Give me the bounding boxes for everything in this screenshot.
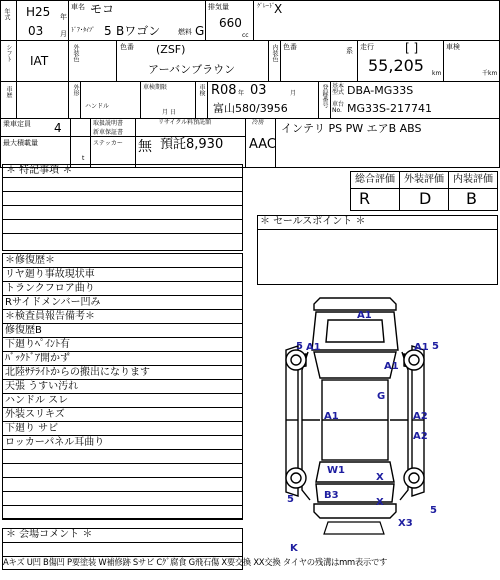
notes-row: リヤ廻り事故現状車 [2,268,243,282]
vline [16,0,17,118]
notes-row: Rサイドメンバー凹み [2,296,243,310]
month-unit: 月 [60,30,67,38]
month-day: 月 日 [162,109,176,116]
notes-row: 天張 うすい汚れ [2,380,243,394]
notes-row: ﾊﾞｯｸﾄﾞｱ開かず [2,352,243,366]
notes-blank-row [2,464,243,478]
vline [443,40,444,81]
mark-x3: X3 [398,518,413,529]
vline [268,40,269,81]
hline [257,229,498,230]
hline [2,542,243,543]
grade-value: X [274,2,283,16]
mark-five-tr: 5 [432,341,439,352]
hline [2,233,243,234]
plate-number: 富山580/3956 [213,102,288,115]
exterior-rating-label: 外装評価 [404,174,444,185]
mileage-value: 55,205 [368,56,424,75]
mark-a2-right-2: A2 [413,431,428,442]
warranty-label: 新車保証書 [93,129,124,136]
notes-row: ハンドル スレ [2,394,243,408]
km-unit: km [432,70,442,77]
mark-five-bl: 5 [287,494,294,505]
notes-row: 下廻りﾍﾟｲﾝﾄ有 [2,338,243,352]
color-name: アーバンブラウン [148,63,236,76]
mileage-label: 走行 [360,43,374,51]
displacement-label: 排気量 [208,3,229,11]
mark-g: G [377,391,386,402]
shape-label: 外形 [72,84,79,96]
chassis-label: 車台No. [332,101,345,114]
manual-label: 取扱説明書 [93,120,124,127]
reg-month: 03 [250,83,267,98]
vline [399,171,400,211]
mark-w1: W1 [327,465,345,476]
ac-label: 冷房 [252,119,265,126]
mark-a2-right-1: A2 [413,411,428,422]
notes-row: ＊修復歴＊ [2,254,243,268]
interior-rating-label: 内装評価 [453,174,493,185]
sticker-label: ステッカー [93,140,123,147]
shift-label: シフト [5,44,12,62]
vline [195,81,196,118]
sales-point-title: ＊ セールスポイント ＊ [260,216,366,227]
notes-blank-row [2,492,243,506]
vline [357,40,358,81]
notes-row: ロッカーパネル耳曲り [2,436,243,450]
maker-label: 車名 [71,3,85,11]
vline [140,81,141,118]
vline [70,118,71,168]
mark-a1-side-left: A1 [324,411,339,422]
venue-comment-title: ＊ 会場コメント ＊ [6,529,93,540]
special-notes-title: ＊ 特記事項 ＊ [6,165,73,176]
recycle-value: 預託8,930 [160,137,224,152]
mark-k: K [290,543,298,554]
history-label: 車歴 [5,86,12,98]
door-label: ﾄﾞｱ･ﾀｲﾌﾟ [71,27,96,34]
inspection-date-label: 車検期限 [143,84,168,91]
capacity-label: 乗車定員 [3,120,31,128]
recycle-label: リサイクル料預託額 [158,119,212,126]
year2-value: 03 [28,24,44,38]
hline [2,191,243,192]
mark-a1-mid: A1 [384,361,399,372]
sticker-value: 無 [138,139,152,155]
grade-label: ｸﾞﾚｰﾄﾞ [257,3,276,10]
notes-row: 下廻り サビ [2,422,243,436]
interior-rating: B [466,189,477,208]
vline [90,118,91,168]
reg-era: R08 [211,83,237,98]
year-label: 年式 [3,8,10,20]
year-value: H25 [26,5,51,19]
vline [80,81,81,118]
hline [0,81,500,82]
handle-label: ハンドル [85,103,110,110]
notes-blank-row [2,506,243,520]
load-unit: t [82,155,85,162]
equipment: インテリ PS PW エアB ABS [281,122,422,135]
mark-a1-right: A1 [414,342,429,353]
vline [116,40,117,81]
mark-x1: X [376,472,384,483]
vline [253,0,254,40]
plate-label: 登録番号 [321,84,328,108]
notes-row: ＊検査員報告備考＊ [2,310,243,324]
mark-five-br: 5 [430,505,437,516]
shift-value: IAT [30,54,49,68]
color-code-label: 色番 [120,43,134,51]
body-type: Bワゴン [116,24,161,38]
reg-label: 車検 [198,84,205,96]
vline [205,0,206,40]
vline [68,0,69,118]
total-rating: R [359,189,371,208]
ac-value: AAC [249,137,276,152]
vline [207,81,208,118]
year-unit: 年 [60,13,67,21]
hline [2,177,243,178]
inspection-label: 車検 [446,43,460,51]
capacity-value: 4 [54,121,62,135]
int-unit: 系 [346,47,353,55]
fuel-label: 燃料 [178,28,192,36]
int-color-code-label: 色番 [283,43,297,51]
chassis-value: MG33S-217741 [347,102,432,115]
car-name: モコ [90,2,115,16]
cc-unit: cc [242,32,249,39]
notes-row: トランクフロア曲り [2,282,243,296]
notes-row: 外装スリキズ [2,408,243,422]
vline [448,171,449,211]
color-code: (ZSF) [156,43,186,56]
mileage-bracket: [ ] [405,41,419,55]
vline [330,81,331,118]
hline [0,118,500,119]
int-color-label: 内装色 [271,44,278,62]
exterior-rating: D [419,189,432,208]
vline [318,81,319,118]
legend: Aキズ U凹 B傷凹 P要塗装 W補修跡 Sサビ Cｸﾞ腐食 G飛石傷 X要交換 XX交換 タイヤの残溝はmm表示です [3,557,388,567]
mark-b3: B3 [324,490,339,501]
mark-x2: X [376,497,384,508]
vline [135,118,136,168]
model-value: DBA-MG33S [347,84,414,97]
displacement-value: 660 [219,16,242,30]
notes-row: 北陸ｻﾃﾗｲﾄからの搬出になります [2,366,243,380]
doors-value: 5 [104,24,112,38]
notes-blank-row [2,478,243,492]
fuel-value: G [195,24,205,38]
notes-row: 修復歴B [2,324,243,338]
ext-color-label: 外装色 [72,44,79,62]
mark-five-tl: 5 [296,341,303,352]
reg-year-unit: 年 [238,90,245,97]
inspection-unit: 千km [482,70,498,77]
load-label: 最大積載量 [3,139,38,147]
vline [280,40,281,81]
total-rating-label: 総合評価 [355,174,395,185]
mark-a1-top: A1 [357,310,372,321]
mark-a1-left: A1 [306,342,321,353]
hline [2,219,243,220]
notes-blank-row [2,450,243,464]
reg-month-unit: 月 [290,90,297,97]
hline [2,205,243,206]
hline [0,40,500,41]
model-label: 基本型式 [332,83,345,96]
vline [245,118,246,168]
